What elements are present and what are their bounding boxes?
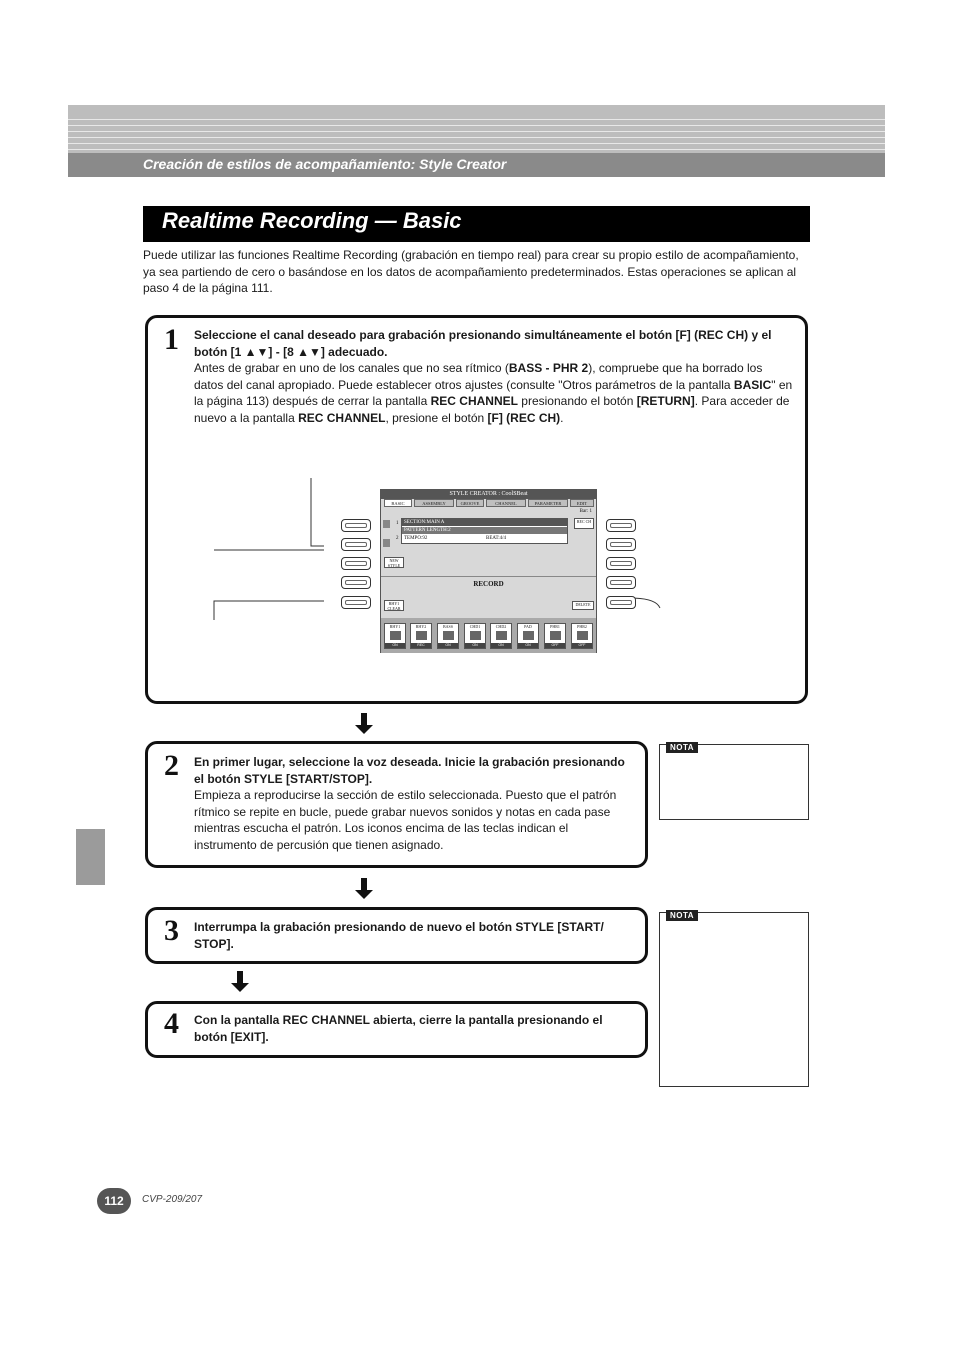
channel-bass[interactable]	[437, 623, 459, 649]
lcd-rhy-clear-label: RHY1 CLEAR	[387, 601, 401, 611]
step-1-body-3: " en la página 113) después de cerrar la pantalla	[194, 377, 793, 408]
step-1-bold-4: [RETURN]	[636, 394, 695, 408]
channel-chd2[interactable]	[490, 623, 512, 649]
lcd-up-arrow[interactable]	[383, 520, 390, 528]
panel-button-f[interactable]	[606, 519, 636, 532]
note-label: NOTA	[666, 742, 698, 753]
channel-rhy1-state: ON	[385, 643, 405, 648]
step-3-text	[194, 919, 624, 952]
step-2-number: 2	[164, 749, 179, 782]
lcd-rec-ch-label: REC CH	[576, 519, 592, 524]
step-3-heading: Interrumpa la grabación presionando de nuevo el botón STYLE [START/ STOP].	[194, 920, 604, 951]
note-box-2	[659, 912, 809, 1087]
drum-icon	[390, 631, 401, 640]
bass-icon	[443, 631, 454, 640]
step-2-text	[194, 754, 634, 853]
channel-rhy2-label: RHY2	[415, 624, 427, 629]
channel-chd1-label: CHD1	[469, 624, 481, 629]
channel-chd1[interactable]	[464, 623, 486, 649]
lcd-row-2: 2	[396, 536, 399, 541]
guitar-icon	[496, 631, 507, 640]
panel-button-j[interactable]	[606, 596, 636, 609]
panel-button-b[interactable]	[341, 538, 371, 551]
lcd-section: SECTION:MAIN A	[404, 520, 445, 525]
percussion-icon	[416, 631, 427, 640]
channel-rhy1-label: RHY1	[389, 624, 401, 629]
note-box-1	[659, 744, 809, 820]
step-4-text	[194, 1012, 624, 1045]
channel-phr2-label: PHR2	[577, 624, 587, 629]
panel-button-e[interactable]	[341, 596, 371, 609]
channel-pad-state: ON	[518, 643, 538, 648]
intro-paragraph: Puede utilizar las funciones Realtime Recording (grabación en tiempo real) para crear su propio estilo de acompañamiento, ya sea partiendo de cero o basándose en los datos de acompañamiento predeterminados. Estas operaciones se aplican al paso 4 de la página 111.	[143, 248, 799, 295]
lcd-down-arrow[interactable]	[383, 539, 390, 547]
channel-phr1[interactable]	[544, 623, 566, 649]
step-1-body-1: Antes de grabar en uno de los canales que no sea rítmico (	[194, 361, 509, 375]
channel-rhy2-state: REC	[411, 643, 431, 648]
channel-rhy2[interactable]	[410, 623, 432, 649]
panel-button-g[interactable]	[606, 538, 636, 551]
lcd-pattern-length: PATTERN LENGTH:2	[404, 528, 451, 533]
channel-rhy1[interactable]	[384, 623, 406, 649]
lcd-divider	[381, 576, 596, 577]
panel-button-d[interactable]	[341, 576, 371, 589]
page-number: 112	[97, 1188, 131, 1214]
step-4-heading: Con la pantalla REC CHANNEL abierta, cierre la pantalla presionando el botón [EXIT].	[194, 1013, 603, 1044]
lcd-tab-parameter[interactable]: PARAMETER	[528, 499, 568, 507]
strings-icon	[523, 631, 534, 640]
lcd-title: STYLE CREATOR : CoolSBeat	[449, 491, 528, 497]
panel-button-i[interactable]	[606, 576, 636, 589]
step-1-body-2: ), compruebe que ha borrado los datos del canal apropiado. Puede establecer otros ajustes (consulte "Otros parámetros de la pantalla	[194, 361, 763, 392]
channel-phr2-state: OFF	[572, 643, 592, 648]
step-1-number: 1	[164, 323, 179, 356]
channel-phr2[interactable]	[571, 623, 593, 649]
step-1-text	[194, 327, 794, 426]
lcd-delete-label: DELETE	[575, 602, 591, 607]
channel-pad-label: PAD	[524, 624, 532, 629]
lcd-tab-groove[interactable]: GROOVE	[456, 499, 484, 507]
channel-bass-state: ON	[438, 643, 458, 648]
lcd-tab-edit[interactable]: EDIT	[570, 499, 594, 507]
channel-phr1-label: PHR1	[550, 624, 560, 629]
lcd-new-style-label: NEW STYLE	[387, 558, 401, 568]
channel-chd2-label: CHD2	[495, 624, 507, 629]
channel-pad[interactable]	[517, 623, 539, 649]
step-1-bold-6: [F] (REC CH)	[487, 410, 561, 425]
lcd-record-label: RECORD	[473, 580, 504, 588]
step-1-bold-2: BASIC	[733, 377, 772, 392]
lcd-tab-channel[interactable]: CHANNEL	[486, 499, 526, 507]
step-1-body-4: presionando el botón	[517, 394, 637, 408]
piano-icon	[577, 631, 588, 640]
step-1-bold-5: REC CHANNEL	[298, 410, 386, 425]
channel-bass-label: BASS	[442, 624, 453, 629]
chapter-title: Creación de estilos de acompañamiento: Style Creator	[143, 156, 507, 172]
lcd-tab-assembly[interactable]: ASSEMBLY	[414, 499, 454, 507]
side-thumb-tab	[76, 829, 105, 885]
note-label: NOTA	[666, 910, 698, 921]
step-1-bold-3: REC CHANNEL	[430, 394, 518, 408]
step-1-body-5: . Para acceder de nuevo a la pantalla	[194, 394, 790, 425]
channel-chd1-state: ON	[465, 643, 485, 648]
lcd-beat: BEAT:4/4	[486, 536, 507, 541]
step-1-body-6: , presione el botón	[385, 410, 488, 425]
guitar-icon	[470, 631, 481, 640]
piano-icon	[550, 631, 561, 640]
section-title: Realtime Recording — Basic	[162, 208, 462, 233]
step-4-number: 4	[164, 1007, 179, 1040]
step-3-number: 3	[164, 914, 179, 947]
step-1-body-7: .	[560, 410, 564, 425]
step-2-heading: En primer lugar, seleccione la voz deseada. Inicie la grabación presionando el botón STYLE [START/STOP].	[194, 755, 625, 786]
panel-button-a[interactable]	[341, 519, 371, 532]
lcd-row-1: 1	[396, 521, 399, 526]
panel-button-h[interactable]	[606, 557, 636, 570]
lcd-tab-basic[interactable]: BASIC	[384, 499, 412, 507]
step-1-bold-1: BASS - PHR 2	[508, 361, 589, 375]
channel-chd2-state: ON	[491, 643, 511, 648]
channel-phr1-state: OFF	[545, 643, 565, 648]
step-1-heading-b: botón [1 ▲▼] - [8 ▲▼] adecuado.	[194, 344, 388, 359]
panel-button-c[interactable]	[341, 557, 371, 570]
model-name: CVP-209/207	[142, 1194, 203, 1205]
lcd-bar: Bar: 1	[579, 509, 592, 514]
lcd-tempo: TEMPO:92	[404, 536, 428, 541]
step-1-heading-a: Seleccione el canal deseado para grabación presionando simultáneamente el botón [F] (REC CH) y el	[194, 328, 772, 342]
lcd-screen	[380, 489, 597, 653]
step-2-body: Empieza a reproducirse la sección de estilo seleccionada. Puesto que el patrón rítmico se repite en bucle, puede grabar nuevos sonidos y notas en cada pase mientras escucha el patrón. Los iconos encima de las teclas indican el instrumento de percusión que tienen asignado.	[194, 788, 617, 852]
